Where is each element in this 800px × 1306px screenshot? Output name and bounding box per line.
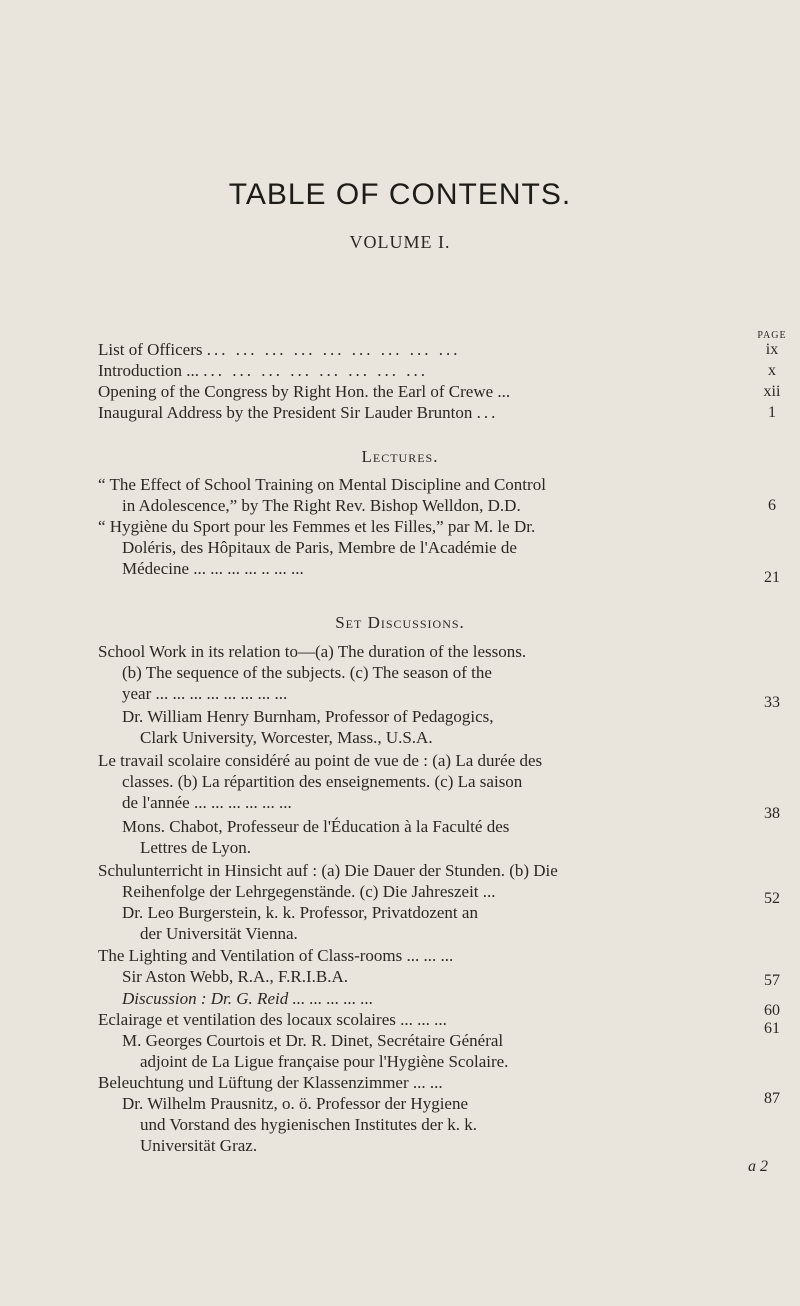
toc-author-line: Universität Graz. [140, 1136, 258, 1155]
toc-author-line: Sir Aston Webb, R.A., F.R.I.B.A. [122, 967, 349, 986]
toc-author-line: Dr. William Henry Burnham, Professor of Pedagogics, [122, 707, 494, 726]
section-heading-lectures: Lectures. [361, 447, 439, 466]
toc-entry-line: Beleuchtung und Lüftung der Klassenzimmer ... ... [98, 1073, 443, 1092]
toc-entry-text: Opening of the Congress by Right Hon. the Earl of Crewe ... [98, 382, 511, 401]
toc-entry-line: year ... ... ... ... ... ... ... ... [122, 684, 288, 703]
toc-page-number: 87 [764, 1090, 780, 1107]
toc-author-line: Lettres de Lyon. [140, 838, 251, 857]
toc-entry-text: List of Officers [98, 340, 203, 359]
toc-author-line: der Universität Vienna. [140, 924, 298, 943]
toc-entry-line: (b) The sequence of the subjects. (c) The season of the [122, 663, 492, 682]
toc-page-number: ix [765, 341, 779, 358]
toc-page-number: xii [763, 383, 781, 400]
toc-entry-line: Reihenfolge der Lehrgegenstände. (c) Die Jahreszeit ... [122, 882, 496, 901]
page-title: TABLE OF CONTENTS. [228, 178, 572, 211]
leader-dots: ... [476, 403, 499, 422]
toc-page-number: 52 [764, 890, 780, 907]
toc-author-line: Clark University, Worcester, Mass., U.S.A. [140, 728, 433, 747]
toc-entry-lecture-line: Doléris, des Hôpitaux de Paris, Membre de l'Académie de [122, 538, 517, 557]
toc-discussion-line: Discussion : Dr. G. Reid ... ... ... ... ... [122, 989, 374, 1008]
toc-entry-text: Introduction ... [98, 361, 200, 380]
toc-entry-lecture-line: “ Hygiène du Sport pour les Femmes et les Filles,” par M. le Dr. [98, 517, 536, 536]
toc-author-line: Mons. Chabot, Professeur de l'Éducation à la Faculté des [122, 817, 510, 836]
toc-entry-line: classes. (b) La répartition des enseignements. (c) La saison [122, 772, 523, 791]
toc-author-line: M. Georges Courtois et Dr. R. Dinet, Secrétaire Général [122, 1031, 504, 1050]
toc-page-number: x [768, 362, 776, 379]
toc-entry-lecture-line: “ The Effect of School Training on Mental Discipline and Control [98, 475, 546, 494]
toc-entry-line: The Lighting and Ventilation of Class-rooms ... ... ... [98, 946, 454, 965]
toc-entry-lecture-line: Médecine ... ... ... ... .. ... ... [122, 559, 304, 578]
page-column-header: PAGE [757, 330, 787, 341]
toc-entry-line: Schulunterricht in Hinsicht auf : (a) Die Dauer der Stunden. (b) Die [98, 861, 558, 880]
toc-entry-line: de l'année ... ... ... ... ... ... [122, 793, 292, 812]
toc-page-number: 6 [768, 497, 776, 514]
toc-entry-line: School Work in its relation to—(a) The duration of the lessons. [98, 642, 527, 661]
toc-page-number: 33 [764, 694, 780, 711]
toc-entry-line: Le travail scolaire considéré au point de vue de : (a) La durée des [98, 751, 543, 770]
toc-page-number: 21 [764, 569, 780, 586]
leader-dots: ... ... ... ... ... ... ... ... ... [206, 340, 461, 359]
volume-heading: VOLUME I. [349, 232, 451, 252]
toc-author-line: Dr. Wilhelm Prausnitz, o. ö. Professor der Hygiene [122, 1094, 469, 1113]
toc-author-line: und Vorstand des hygienischen Institutes der k. k. [140, 1115, 477, 1134]
toc-page-number: 60 [764, 1002, 780, 1019]
toc-page-number: 61 [764, 1020, 780, 1037]
leader-dots: ... ... ... ... ... ... ... ... [203, 361, 429, 380]
toc-entry-lecture-line: in Adolescence,” by The Right Rev. Bishop Welldon, D.D. [122, 496, 521, 515]
toc-author-line: adjoint de La Ligue française pour l'Hygiène Scolaire. [140, 1052, 509, 1071]
toc-entry-line: Eclairage et ventilation des locaux scolaires ... ... ... [98, 1010, 447, 1029]
toc-entry-introduction [98, 360, 428, 381]
section-heading-set-discussions: Set Discussions. [335, 613, 465, 632]
toc-page-number: 1 [768, 404, 776, 421]
toc-page-number: 57 [764, 972, 780, 989]
toc-entry-opening [98, 381, 510, 402]
signature-mark: a 2 [748, 1158, 768, 1175]
toc-author-line: Dr. Leo Burgerstein, k. k. Professor, Privatdozent an [122, 903, 478, 922]
toc-entry-text: Inaugural Address by the President Sir Lauder Brunton [98, 403, 473, 422]
toc-entry-inaugural [98, 402, 498, 423]
toc-page-number: 38 [764, 805, 780, 822]
toc-entry-officers [98, 339, 461, 360]
